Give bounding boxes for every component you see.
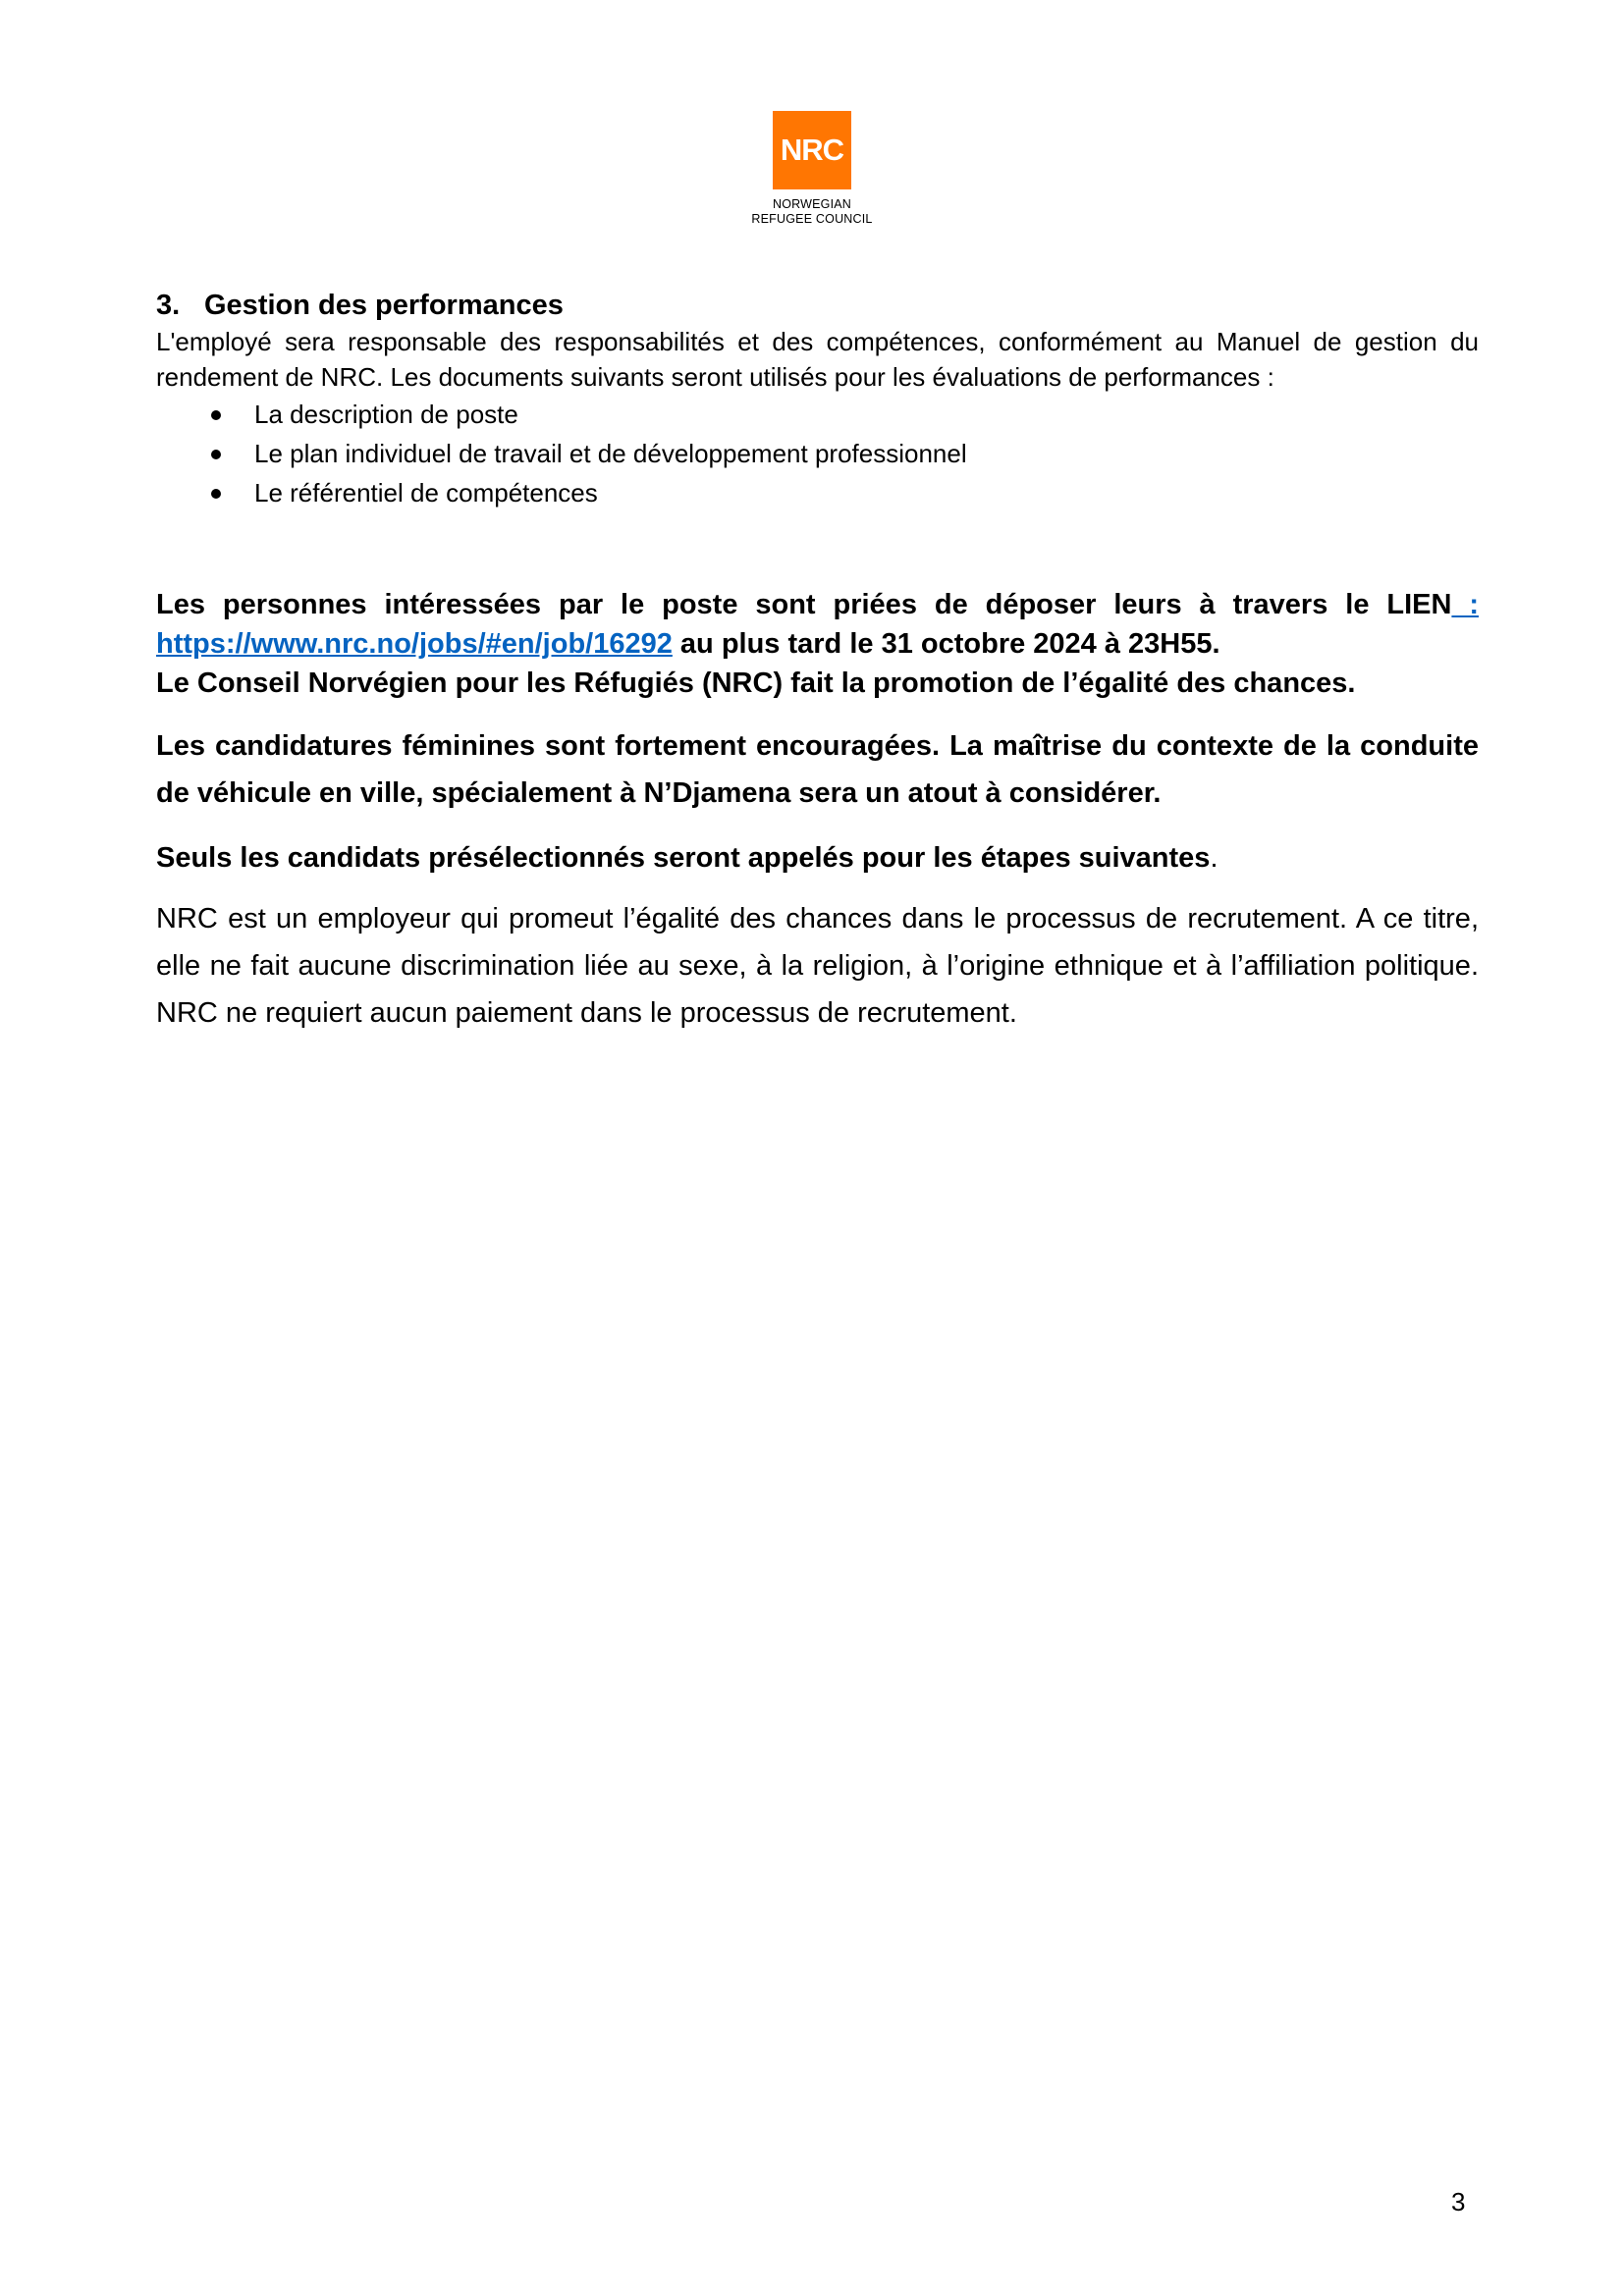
list-item: Le référentiel de compétences — [156, 473, 1479, 512]
job-link[interactable]: https://www.nrc.no/jobs/#en/job/16292 — [156, 628, 673, 660]
nrc-logo-line2: REFUGEE COUNCIL — [751, 212, 873, 226]
nrc-logo — [724, 111, 900, 227]
bullet-icon — [211, 450, 221, 459]
bullet-icon — [211, 410, 221, 420]
application-deadline: https://www.nrc.no/jobs/#en/job/16292 au plus tard le 31 octobre 2024 à 23H55. — [156, 628, 1220, 660]
section-intro: L'employé sera responsable des responsabilités et des compétences, conformément au Manuel de gestion du rendement de NRC. Les documents suivants seront utilisés pour les évaluations de performances : — [156, 327, 1479, 392]
nrc-logo-mark: NRC — [773, 111, 851, 189]
employer-paragraph: NRC est un employeur qui promeut l’égalité des chances dans le processus de recrutement. A ce titre, elle ne fait aucune discrimination liée au sexe, à la religion, à l’origine ethnique et à l’affiliation politique. NRC ne requiert aucun paiement dans le processus de recrutement. — [156, 903, 1479, 1029]
section-heading — [156, 287, 1479, 324]
section-title: Gestion des performances — [204, 290, 564, 321]
women-encouraged-paragraph: Les candidatures féminines sont fortement encouragées. La maîtrise du contexte de la conduite de véhicule en ville, spécialement à N’Djamena sera un atout à considérer. — [156, 730, 1479, 809]
bullet-icon — [211, 489, 221, 499]
list-item: Le plan individuel de travail et de développement professionnel — [156, 434, 1479, 473]
link-colon[interactable]: : — [1451, 589, 1479, 620]
list-item: La description de poste — [156, 395, 1479, 434]
nrc-logo-line1: NORWEGIAN — [772, 197, 852, 211]
section-number: 3. — [156, 290, 181, 321]
page-number: 3 — [1451, 2187, 1466, 2216]
document-list — [156, 395, 1479, 512]
equality-statement: Le Conseil Norvégien pour les Réfugiés (NRC) fait la promotion de l’égalité des chances. — [156, 667, 1356, 699]
shortlist-paragraph: Seuls les candidats présélectionnés seront appelés pour les étapes suivantes. — [156, 842, 1218, 874]
application-line: Les personnes intéressées par le poste sont priées de déposer leurs à travers le LIEN : — [156, 589, 1479, 620]
document-body — [156, 287, 1479, 1037]
